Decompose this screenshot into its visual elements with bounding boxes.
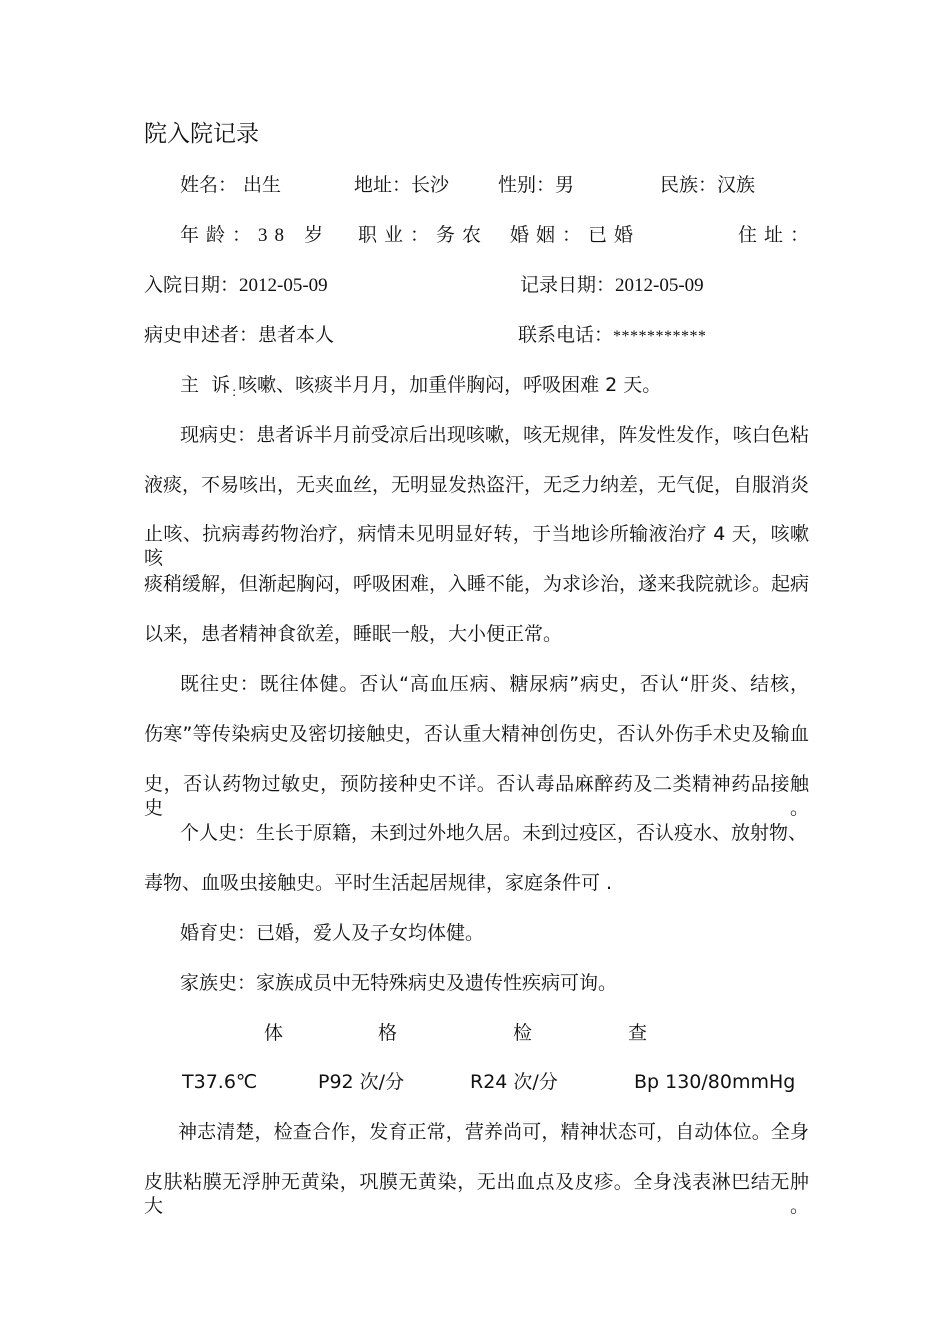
- exam-text-line-2: 皮肤粘膜无浮肿无黄染，巩膜无黄染，无出血点及皮疹。全身浅表淋巴结无肿大。: [144, 1171, 809, 1217]
- name-field: 姓名： 出生: [180, 174, 282, 196]
- age-field: [180, 223, 330, 248]
- past-history-line-1: 既往史：既往体健。否认“高血压病、糖尿病”病史，否认“肝炎、结核，: [180, 673, 809, 695]
- occupation-field: 职业：务农: [358, 224, 489, 246]
- admission-date-field: [144, 273, 328, 298]
- age-value: 38: [258, 225, 292, 246]
- past-history-line-2: 伤寒”等传染病史及密切接触史，否认重大精神创伤史，否认外伤手术史及输血: [144, 723, 809, 745]
- document-title: 院入院记录: [144, 121, 259, 147]
- personal-history-line-1: 个人史：生长于原籍，未到过外地久居。未到过疫区，否认疫水、放射物、: [180, 822, 808, 844]
- address-field: 地址：长沙: [354, 174, 450, 196]
- chief-complaint-mark: :: [232, 385, 237, 399]
- admission-date-label: 入院日期：: [144, 274, 240, 296]
- vital-temperature: T37.6℃: [182, 1071, 258, 1093]
- present-illness-line-1: 现病史：患者诉半月前受凉后出现咳嗽，咳无规律，阵发性发作，咳白色粘: [180, 424, 809, 446]
- chief-complaint-text: 咳嗽、咳痰半月月，加重伴胸闷，呼吸困难 2 天。: [238, 374, 662, 396]
- ethnicity-field: 民族：汉族: [660, 174, 756, 196]
- phone-label: 联系电话：: [518, 324, 614, 346]
- narrator-field: 病史申述者：患者本人: [144, 324, 335, 346]
- exam-heading-char-2: 格: [378, 1022, 398, 1044]
- present-illness-line-5: 以来，患者精神食欲差，睡眠一般，大小便正常。: [144, 623, 563, 645]
- marital-history: 婚育史：已婚，爱人及子女均体健。: [180, 922, 485, 944]
- gender-field: 性别：男: [498, 174, 575, 196]
- exam-text-line-1: 神志清楚，检查合作，发育正常，营养尚可，精神状态可，自动体位。全身: [178, 1121, 809, 1143]
- phone-value: ***********: [613, 328, 707, 345]
- present-illness-line-2: 液痰，不易咳出，无夹血丝，无明显发热盗汗，无乏力纳差，无气促，自服消炎: [144, 474, 810, 496]
- present-illness-line-4: 痰稍缓解，但渐起胸闷，呼吸困难，入睡不能，为求诊治，遂来我院就诊。起病: [144, 573, 810, 595]
- age-label: 年龄：: [180, 224, 259, 246]
- vital-blood-pressure: Bp 130/80mmHg: [634, 1071, 796, 1093]
- marital-field: 婚姻：已婚: [510, 224, 641, 246]
- vital-respiration: R24 次/分: [470, 1071, 558, 1093]
- record-date-label: 记录日期：: [520, 274, 616, 296]
- record-date-field: [520, 273, 704, 298]
- present-illness-line-3: 止咳、抗病毒药物治疗，病情未见明显好转，于当地诊所输液治疗 4 天，咳嗽咳: [144, 523, 809, 569]
- exam-heading-char-4: 查: [628, 1022, 648, 1044]
- phone-field: [518, 323, 707, 349]
- vital-pulse: P92 次/分: [318, 1071, 405, 1093]
- family-history: 家族史：家族成员中无特殊病史及遗传性疾病可询。: [180, 972, 618, 994]
- exam-heading-char-3: 检: [513, 1022, 533, 1044]
- residence-field: 住址：: [738, 224, 817, 246]
- chief-complaint: [180, 373, 809, 404]
- chief-complaint-label: 主 诉: [180, 374, 231, 396]
- past-history-line-3: 史，否认药物过敏史，预防接种史不详。否认毒品麻醉药及二类精神药品接触史。: [144, 773, 809, 819]
- record-date-value: 2012-05-09: [615, 275, 704, 296]
- admission-date-value: 2012-05-09: [239, 275, 328, 296]
- age-unit: 岁: [304, 224, 331, 246]
- personal-history-line-2: 毒物、血吸虫接触史。平时生活起居规律，家庭条件可 .: [144, 872, 613, 894]
- exam-heading-char-1: 体: [264, 1022, 284, 1044]
